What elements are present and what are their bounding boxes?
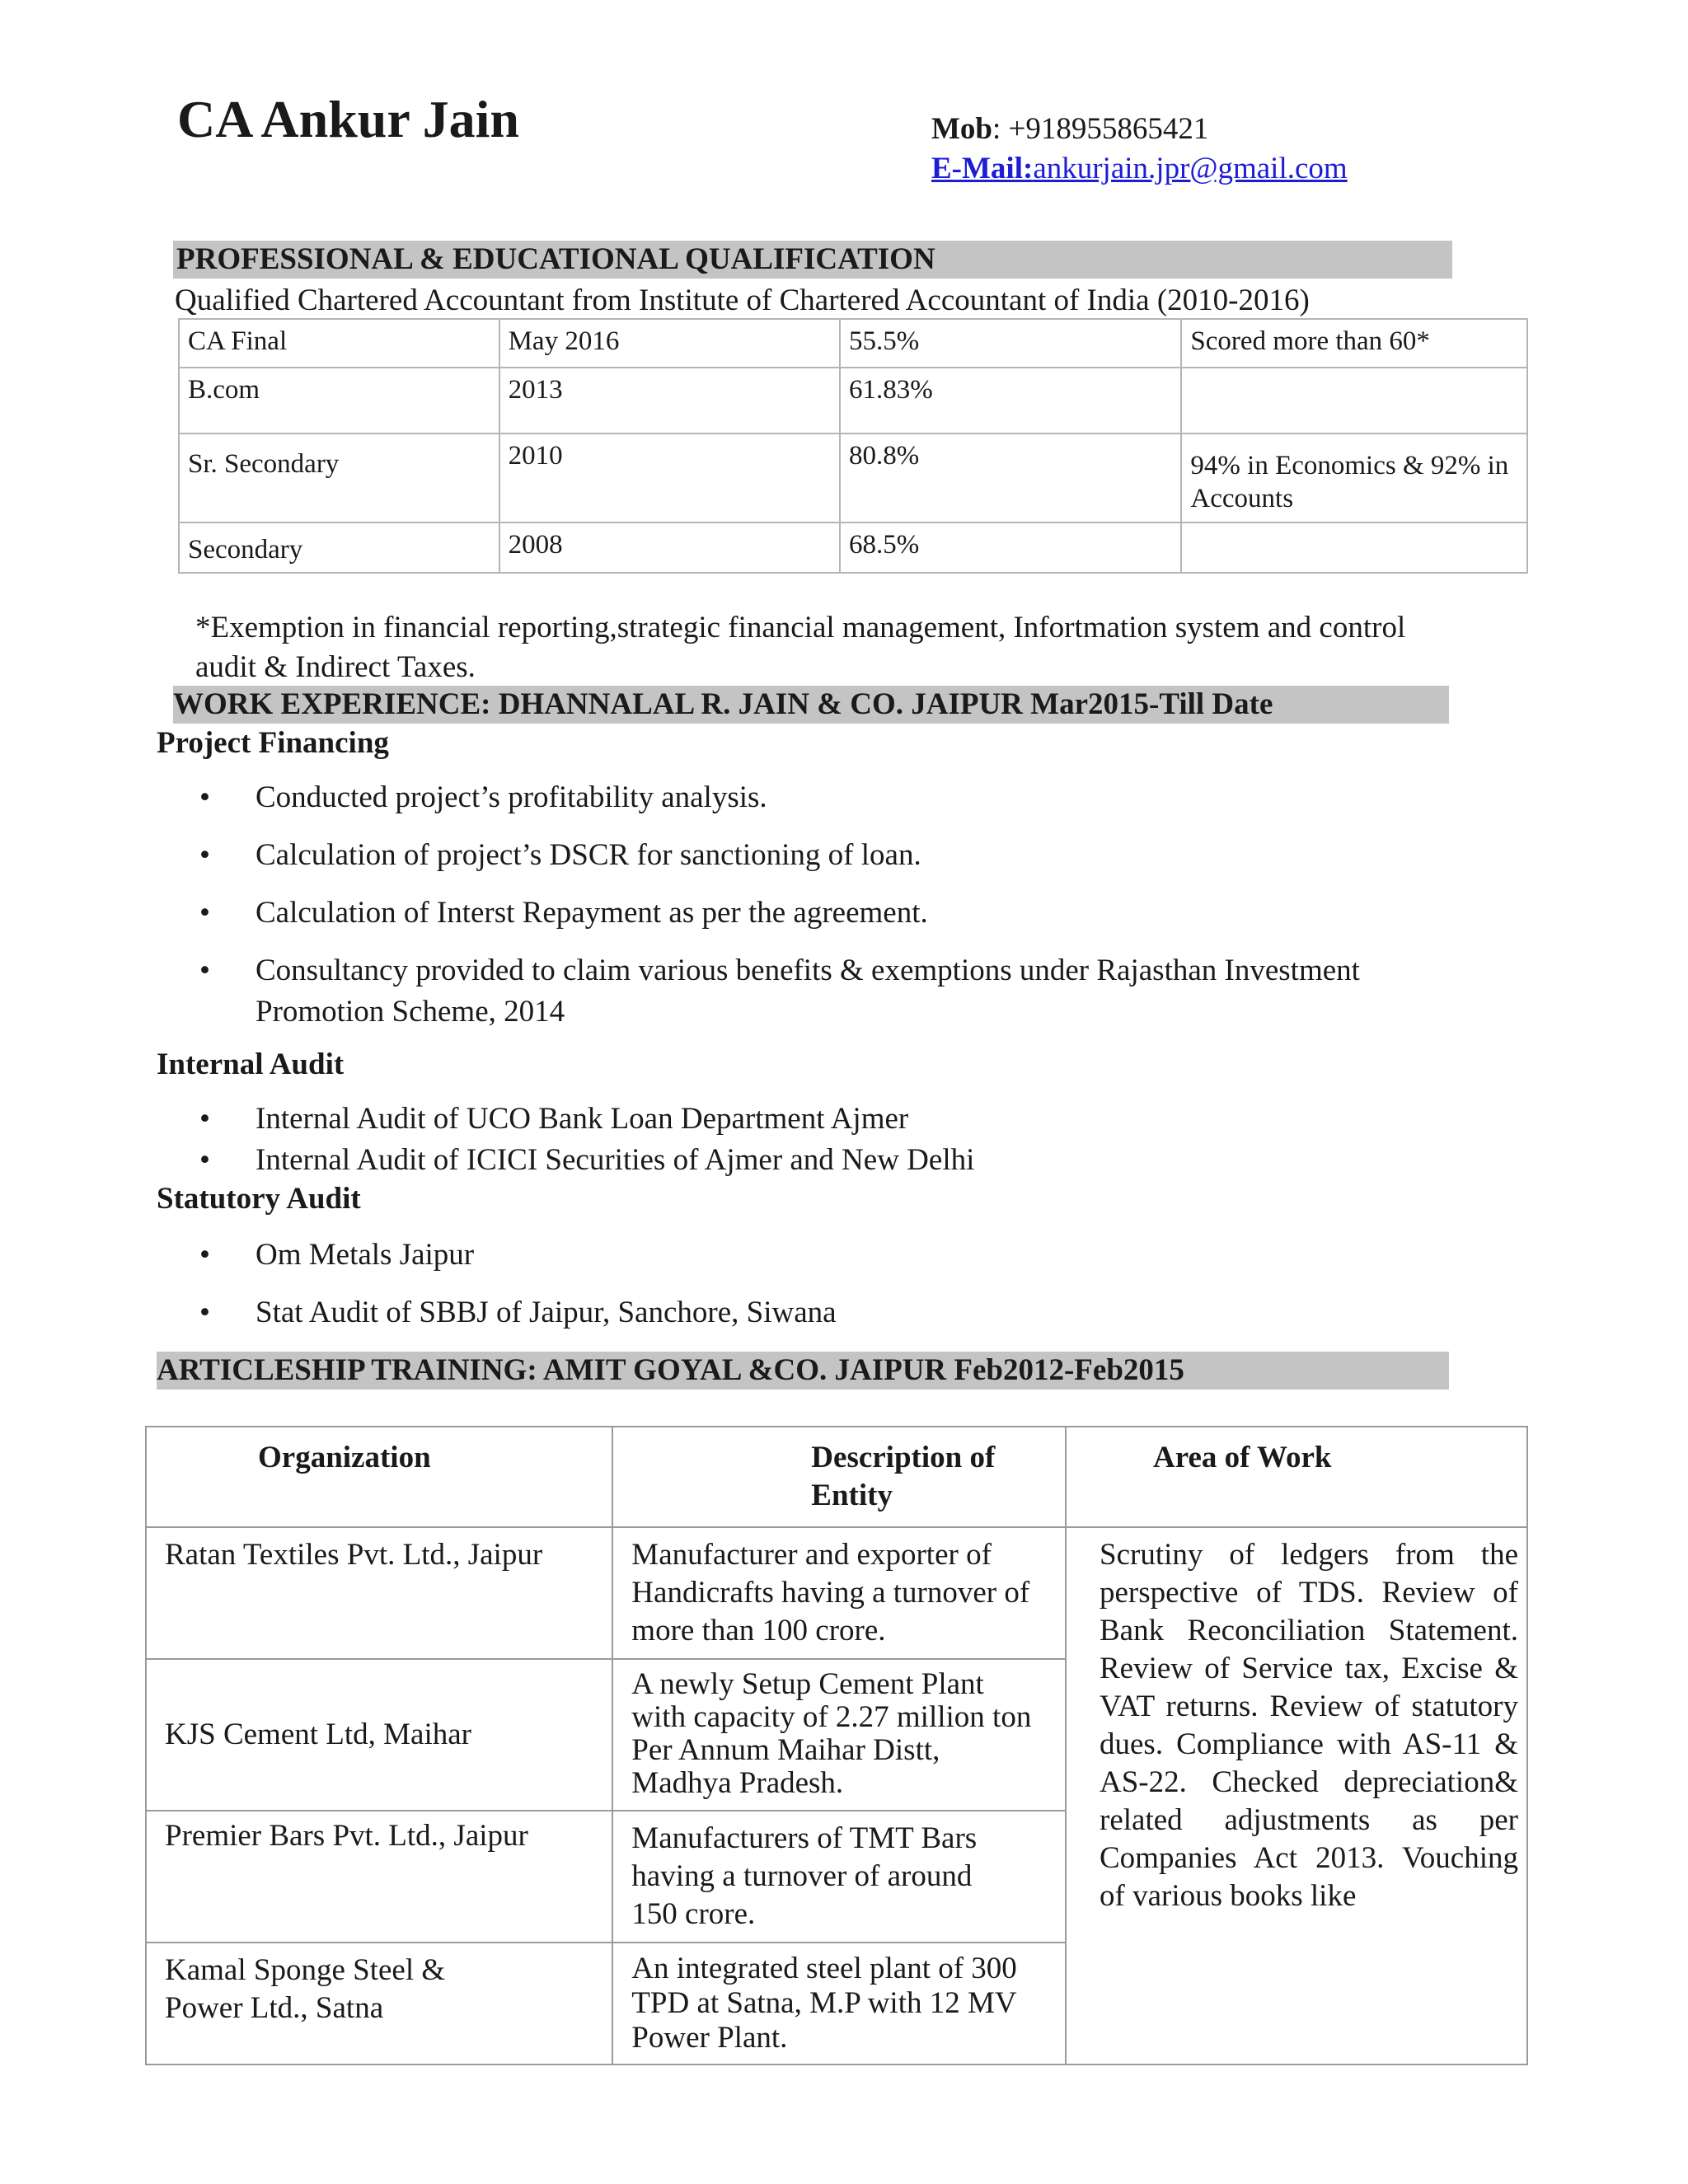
mobile-label: Mob bbox=[931, 112, 992, 146]
project-financing-list bbox=[157, 777, 1558, 1033]
statutory-audit-list bbox=[157, 1235, 1558, 1333]
list-item: • Calculation of project’s DSCR for sanctioning of loan. bbox=[157, 835, 1558, 876]
table-header-row bbox=[146, 1427, 1527, 1527]
column-header-description: Description of Entity bbox=[612, 1427, 1066, 1527]
candidate-name: CA Ankur Jain bbox=[177, 90, 519, 148]
internal-audit-list bbox=[157, 1099, 1558, 1181]
list-item: • Om Metals Jaipur bbox=[157, 1235, 1558, 1276]
qualification-table bbox=[178, 318, 1528, 574]
description-cell: Manufacturers of TMT Bars having a turnover of around 150 crore. bbox=[612, 1811, 1066, 1943]
statutory-audit-title: Statutory Audit bbox=[157, 1182, 361, 1216]
email-line bbox=[931, 151, 1348, 186]
mobile-number: : +918955865421 bbox=[992, 112, 1209, 146]
bullet-icon: • bbox=[199, 1238, 210, 1272]
score-cell: 55.5% bbox=[840, 319, 1181, 368]
list-item: • Calculation of Interst Repayment as per the agreement. bbox=[157, 893, 1558, 934]
table-row bbox=[179, 319, 1527, 368]
organization-cell: Kamal Sponge Steel & Power Ltd., Satna bbox=[146, 1943, 612, 2064]
bullet-icon: • bbox=[199, 838, 210, 872]
mobile-line bbox=[931, 111, 1208, 147]
course-cell: Sr. Secondary bbox=[179, 434, 499, 523]
table-row bbox=[179, 368, 1527, 434]
list-item: • Consultancy provided to claim various benefits & exemptions under Rajasthan Investment Promotion Scheme, 2014 bbox=[157, 950, 1558, 1033]
list-item: • Internal Audit of UCO Bank Loan Department Ajmer bbox=[157, 1099, 1558, 1140]
column-header-organization: Organization bbox=[146, 1427, 612, 1527]
course-cell: CA Final bbox=[179, 319, 499, 368]
table-row bbox=[179, 434, 1527, 523]
articleship-table bbox=[145, 1426, 1528, 2065]
organization-cell: Premier Bars Pvt. Ltd., Jaipur bbox=[146, 1811, 612, 1943]
remark-cell: 94% in Economics & 92% in Accounts bbox=[1181, 434, 1527, 523]
description-cell: Manufacturer and exporter of Handicrafts having a turnover of more than 100 crore. bbox=[612, 1527, 1066, 1659]
table-row bbox=[179, 523, 1527, 573]
list-item: • Internal Audit of ICICI Securities of Ajmer and New Delhi bbox=[157, 1140, 1558, 1181]
list-item: • Conducted project’s profitability analysis. bbox=[157, 777, 1558, 818]
internal-audit-title: Internal Audit bbox=[157, 1047, 345, 1081]
remark-cell bbox=[1181, 523, 1527, 573]
qualification-heading: PROFESSIONAL & EDUCATIONAL QUALIFICATION bbox=[173, 241, 1452, 279]
email-link[interactable]: ankurjain.jpr@gmail.com bbox=[1033, 152, 1348, 185]
email-label: E-Mail: bbox=[931, 152, 1034, 185]
bullet-icon: • bbox=[199, 954, 210, 987]
exemption-footnote-line2: audit & Indirect Taxes. bbox=[195, 650, 476, 684]
year-cell: 2010 bbox=[499, 434, 840, 523]
table-row bbox=[146, 1527, 1527, 1659]
year-cell: 2013 bbox=[499, 368, 840, 434]
column-header-area-of-work: Area of Work bbox=[1066, 1427, 1527, 1527]
qualification-summary: Qualified Chartered Accountant from Institute of Chartered Accountant of India (2010-2016) bbox=[175, 284, 1310, 317]
bullet-icon: • bbox=[199, 1102, 210, 1136]
organization-cell: Ratan Textiles Pvt. Ltd., Jaipur bbox=[146, 1527, 612, 1659]
remark-cell bbox=[1181, 368, 1527, 434]
year-cell: 2008 bbox=[499, 523, 840, 573]
score-cell: 68.5% bbox=[840, 523, 1181, 573]
score-cell: 80.8% bbox=[840, 434, 1181, 523]
bullet-icon: • bbox=[199, 780, 210, 814]
description-cell: An integrated steel plant of 300 TPD at Satna, M.P with 12 MV Power Plant. bbox=[612, 1943, 1066, 2064]
work-experience-heading: WORK EXPERIENCE: DHANNALAL R. JAIN & CO. JAIPUR Mar2015-Till Date bbox=[173, 686, 1449, 724]
list-item: • Stat Audit of SBBJ of Jaipur, Sanchore, Siwana bbox=[157, 1292, 1558, 1333]
articleship-heading: ARTICLESHIP TRAINING: AMIT GOYAL &CO. JAIPUR Feb2012-Feb2015 bbox=[157, 1352, 1449, 1390]
course-cell: B.com bbox=[179, 368, 499, 434]
bullet-icon: • bbox=[199, 1143, 210, 1177]
year-cell: May 2016 bbox=[499, 319, 840, 368]
remark-cell: Scored more than 60* bbox=[1181, 319, 1527, 368]
description-cell: A newly Setup Cement Plant with capacity of 2.27 million ton Per Annum Maihar Distt, Madhya Pradesh. bbox=[612, 1659, 1066, 1811]
score-cell: 61.83% bbox=[840, 368, 1181, 434]
exemption-footnote-line1: *Exemption in financial reporting,strategic financial management, Infortmation system and control bbox=[195, 611, 1406, 644]
organization-cell: KJS Cement Ltd, Maihar bbox=[146, 1659, 612, 1811]
project-financing-title: Project Financing bbox=[157, 726, 389, 760]
bullet-icon: • bbox=[199, 1296, 210, 1329]
course-cell: Secondary bbox=[179, 523, 499, 573]
bullet-icon: • bbox=[199, 896, 210, 930]
area-of-work-cell: Scrutiny of ledgers from the perspective of TDS. Review of Bank Reconciliation Statement. Review of Service tax, Excise & VAT returns. Review of statutory dues. Compliance with AS-11 & AS-22. Checked depreciation& related adjustments as per Companies Act 2013. Vouching of various books like bbox=[1066, 1527, 1527, 2064]
